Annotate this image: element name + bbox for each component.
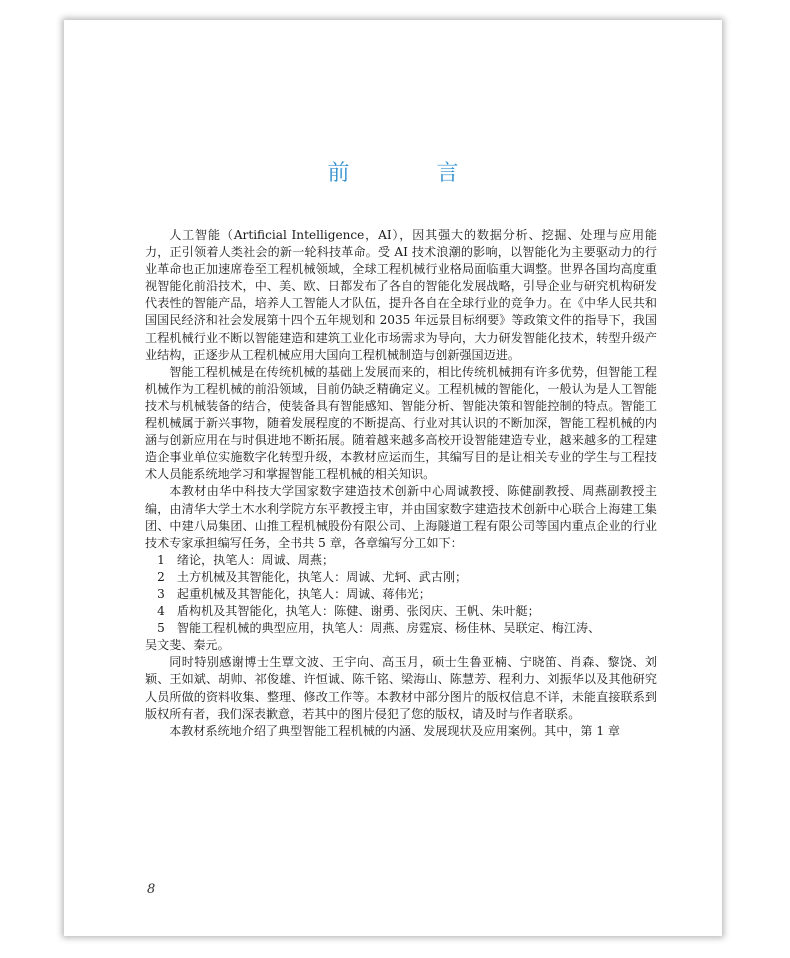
preface-body: [145, 227, 657, 740]
chapter-list-item: 4 盾构机及其智能化，执笔人：陈健、谢勇、张闵庆、王帆、朱叶艇；: [157, 604, 540, 619]
paragraph: 本教材系统地介绍了典型智能工程机械的内涵、发展现状及应用案例。其中，第 1 章: [169, 723, 620, 738]
chapter-list-item: 3 起重机械及其智能化，执笔人：周诚、蒋伟光；: [157, 586, 431, 601]
chapter-list-item: 5 智能工程机械的典型应用，执笔人：周燕、房霆宸、杨佳林、吴联定、梅江涛、: [157, 621, 601, 636]
page-number: 8: [147, 882, 156, 897]
book-page: [64, 20, 722, 936]
paragraph: 本教材由华中科技大学国家数字建造技术创新中心周诚教授、陈健副教授、周燕副教授主编，由清华大学土木水利学院方东平教授主审，并由国家数字建造技术创新中心联合上海建工集团、中建八局集团、山推工程机械股份有限公司、上海隧道工程有限公司等国内重点企业的行业技术专家承担编写任务，全书共 5 章，各章编写分工如下：: [145, 484, 657, 550]
page-title: 前 言: [327, 161, 499, 186]
chapter-list-continuation: 吴文斐、秦元。: [145, 638, 230, 653]
chapter-list-item: 2 土方机械及其智能化，执笔人：周诚、尤轲、武古刚；: [157, 569, 468, 584]
paragraph: 人工智能（Artificial Intelligence，AI），因其强大的数据分析、挖掘、处理与应用能力，正引领着人类社会的新一轮科技革命。受 AI 技术浪潮的影响，以智能化为主要驱动力的行业革命也正加速席卷至工程机械领域，全球工程机械行业格局面临重大调整。世界各国均高度重视智能化前沿技术，中、美、欧、日都发布了各自的智能化发展战略，引导企业与研究机构研发代表性的智能产品，培养人工智能人才队伍，提升各自在全球行业的竞争力。在《中华人民共和国国民经济和社会发展第十四个五年规划和 2035 年远景目标纲要》等政策文件的指导下，我国工程机械行业不断以智能建造和建筑工业化市场需求为导向，大力研发智能化技术，转型升级产业结构，正逐步从工程机械应用大国向工程机械制造与创新强国迈进。: [145, 228, 657, 362]
chapter-list-item: 1 绪论，执笔人：周诚、周燕；: [157, 552, 335, 567]
paragraph: 智能工程机械是在传统机械的基础上发展而来的，相比传统机械拥有许多优势，但智能工程机械作为工程机械的前沿领域，目前仍缺乏精确定义。工程机械的智能化，一般认为是人工智能技术与机械装备的结合，使装备具有智能感知、智能分析、智能决策和智能控制的特点。智能工程机械属于新兴事物，随着发展程度的不断提高、行业对其认识的不断加深，智能工程机械的内涵与创新应用在与时俱进地不断拓展。随着越来越多高校开设智能建造专业，越来越多的工程建造企事业单位实施数字化转型升级，本教材应运而生，其编写目的是让相关专业的学生与工程技术人员能系统地学习和掌握智能工程机械的相关知识。: [145, 364, 657, 482]
paragraph: 同时特别感谢博士生覃文波、王宇向、高玉月，硕士生鲁亚楠、宁晓笛、肖森、黎饶、刘颖、王如斌、胡帅、祁俊雄、许恒诚、陈千铭、梁海山、陈慧芳、程利力、刘振华以及其他研究人员所做的资料收集、整理、修改工作等。本教材中部分图片的版权信息不详，未能直接联系到版权所有者，我们深表歉意，若其中的图片侵犯了您的版权，请及时与作者联系。: [145, 655, 657, 721]
